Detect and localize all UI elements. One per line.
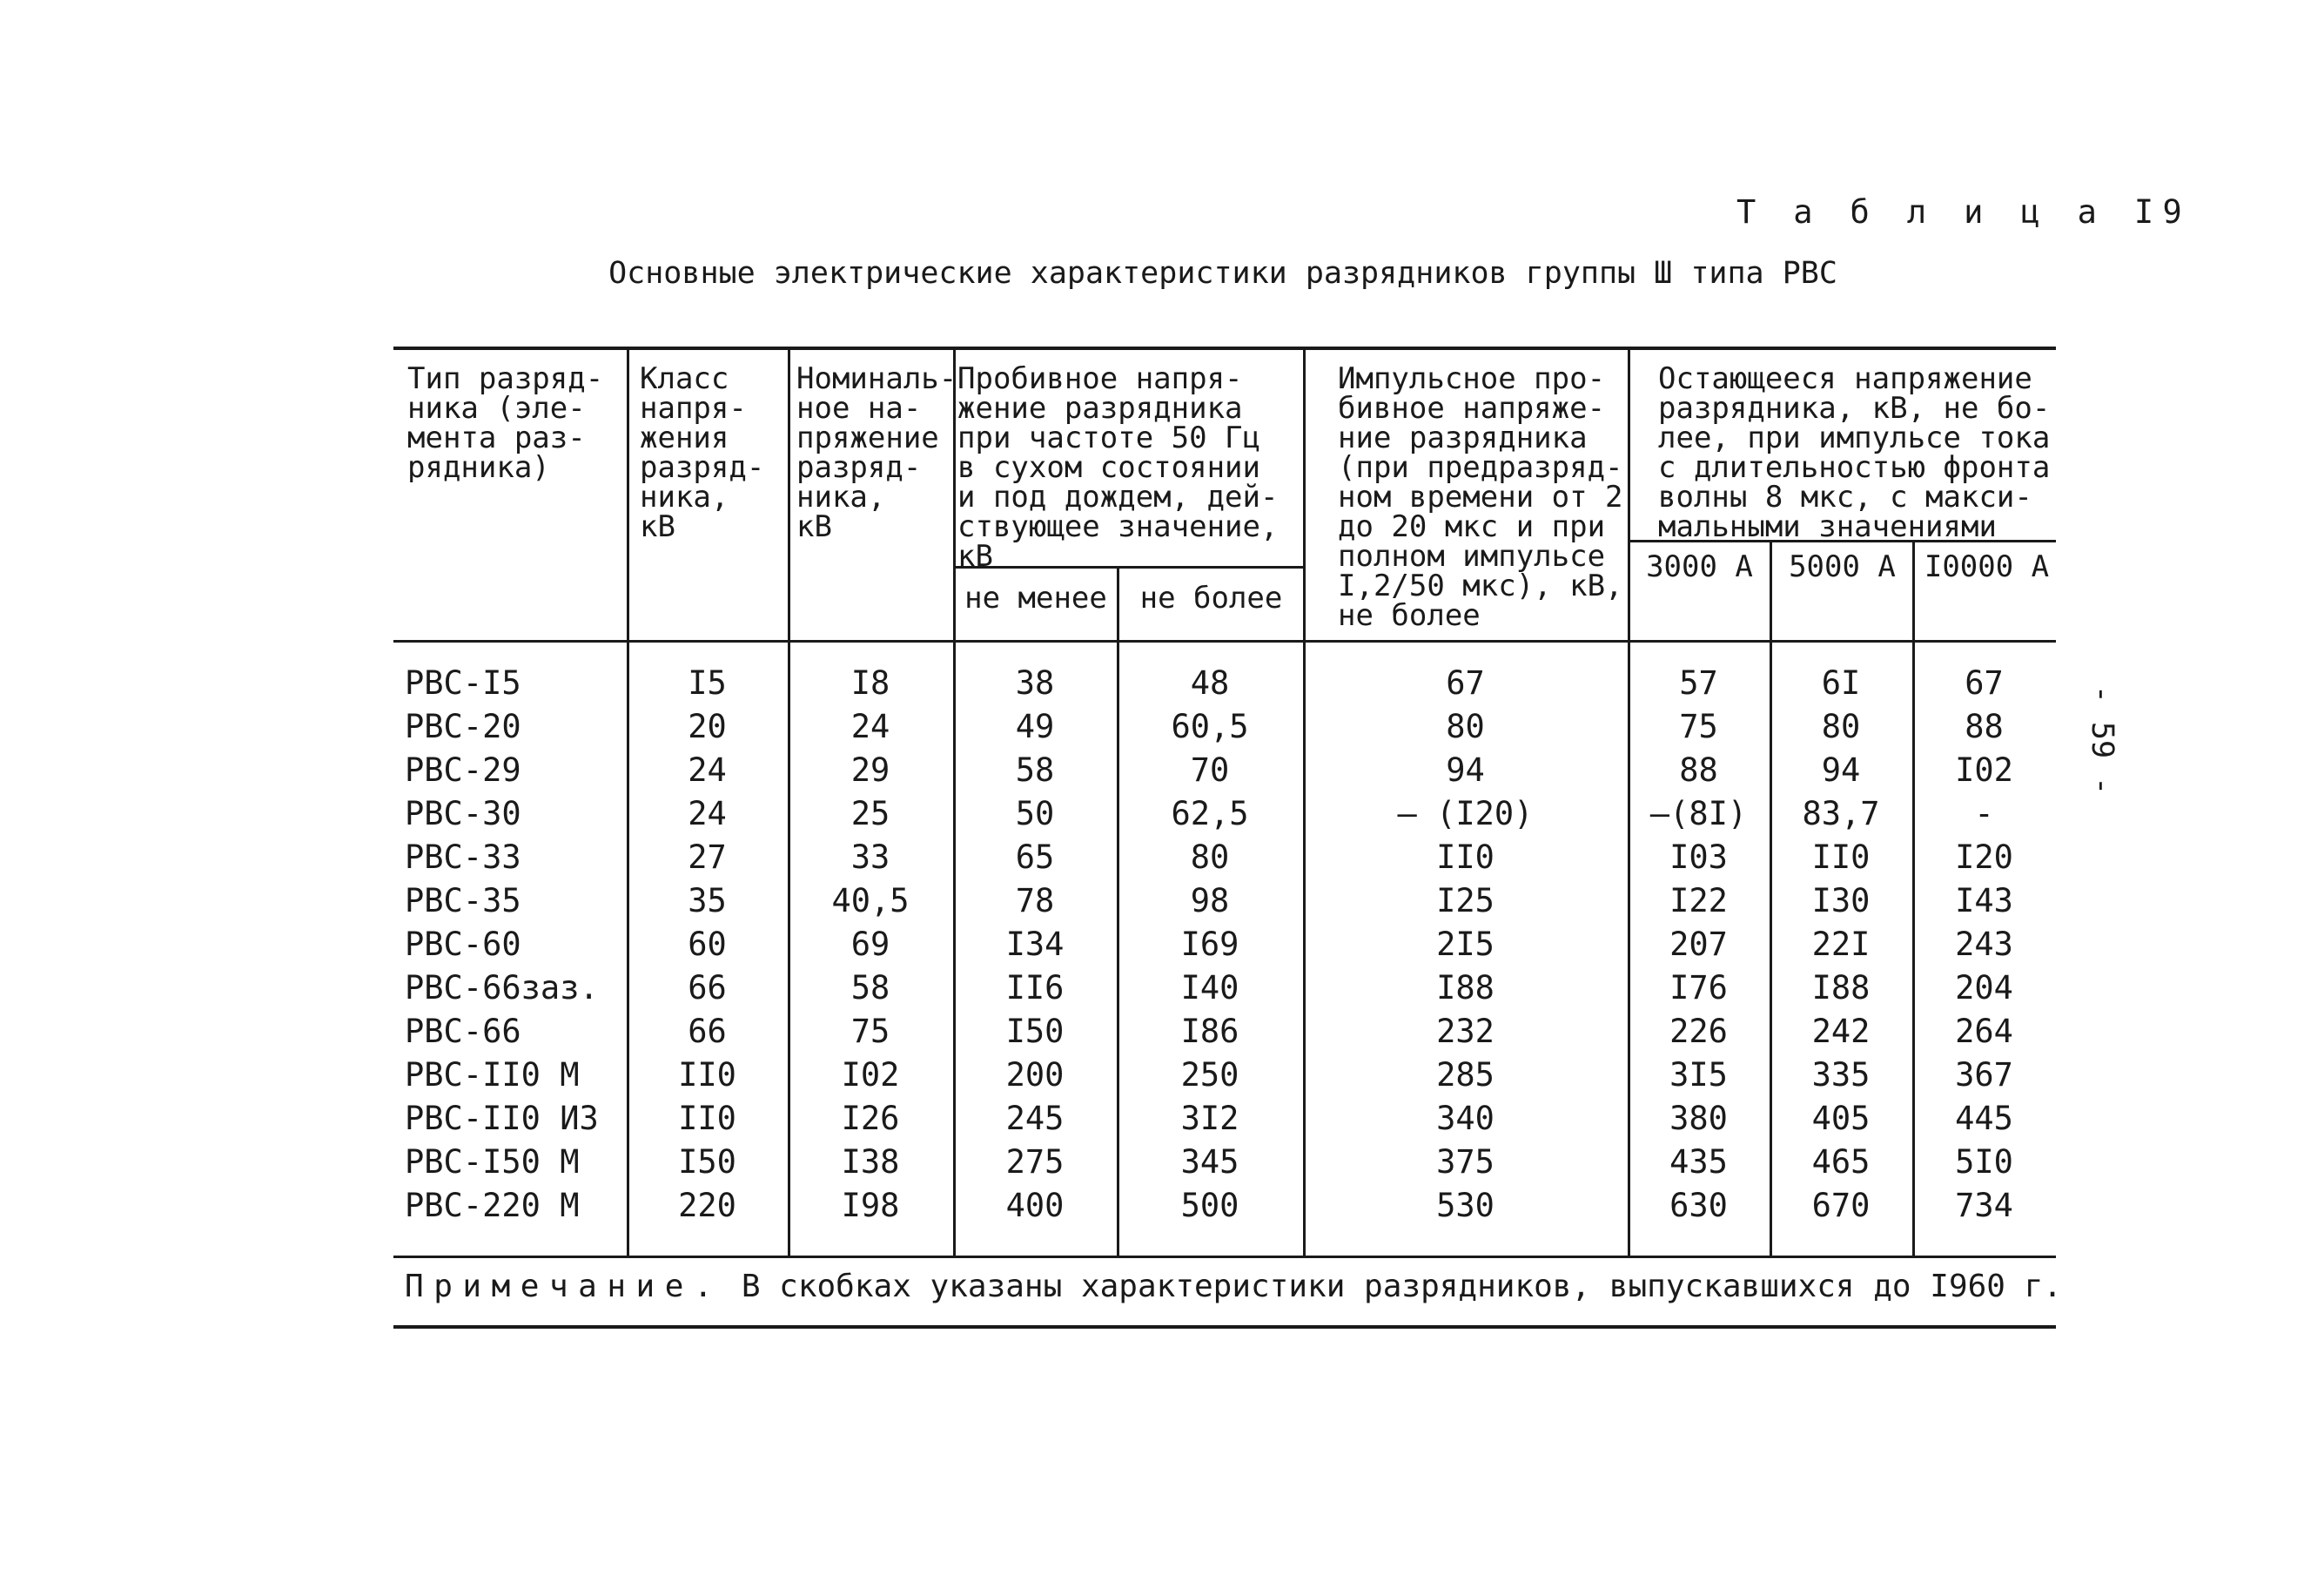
cell-impulse: 67 [1446, 664, 1485, 702]
header-breakdown-max: не более [1139, 581, 1283, 616]
cell-impulse: — (I20) [1397, 795, 1534, 832]
cell-nominal: I02 [841, 1056, 900, 1094]
header-breakdown-min: не менее [964, 581, 1107, 616]
cell-type: РВС-220 М [405, 1187, 580, 1224]
cell-class: 66 [688, 1013, 727, 1050]
cell-residual-10000: 67 [1965, 664, 2004, 702]
cell-breakdown-min: 245 [1005, 1100, 1065, 1137]
cell-residual-10000: 5I0 [1955, 1143, 2013, 1181]
cell-class: II0 [678, 1100, 736, 1137]
cell-nominal: I98 [841, 1187, 900, 1224]
cell-type: РВС-II0 ИЗ [405, 1100, 599, 1137]
cell-nominal: 29 [850, 751, 890, 789]
cell-breakdown-min: 275 [1005, 1143, 1065, 1181]
cell-type: РВС-29 [405, 751, 521, 789]
table-body [405, 662, 2059, 1228]
table-bottom-rule [393, 1325, 2056, 1329]
header-type: Тип разряд- ника (эле- мента раз- рядника) [407, 364, 604, 482]
cell-impulse: 340 [1436, 1100, 1494, 1137]
cell-type: РВС-66 [405, 1013, 521, 1050]
cell-class: 24 [688, 795, 727, 832]
header-breakdown: Пробивное напря- жение разрядника при частоте 50 Гц в сухом состоянии и под дождем, дей- ствующее значение, кВ [957, 364, 1279, 571]
cell-breakdown-min: 58 [1015, 751, 1055, 789]
cell-residual-5000: 670 [1811, 1187, 1871, 1224]
cell-impulse: 285 [1436, 1056, 1494, 1094]
cell-breakdown-max: 250 [1180, 1056, 1239, 1094]
cell-residual-5000: 335 [1811, 1056, 1871, 1094]
cell-residual-3000: I76 [1669, 969, 1728, 1007]
cell-breakdown-max: 3I2 [1180, 1100, 1239, 1137]
cell-breakdown-min: 200 [1005, 1056, 1065, 1094]
table-row [405, 1054, 2059, 1097]
cell-type: РВС-60 [405, 926, 521, 963]
cell-breakdown-min: 400 [1005, 1187, 1065, 1224]
cell-residual-3000: 75 [1679, 708, 1718, 745]
cell-nominal: 75 [850, 1013, 890, 1050]
cell-residual-10000: I02 [1955, 751, 2013, 789]
cell-breakdown-max: I40 [1180, 969, 1239, 1007]
cell-residual-3000: I03 [1669, 838, 1728, 876]
table-row [405, 923, 2059, 966]
cell-breakdown-min: II6 [1005, 969, 1065, 1007]
cell-class: 35 [688, 882, 727, 919]
table-note [405, 1261, 2062, 1313]
table-row [405, 879, 2059, 923]
cell-type: РВС-I50 М [405, 1143, 580, 1181]
cell-breakdown-max: 60,5 [1171, 708, 1249, 745]
cell-residual-3000: 57 [1679, 664, 1718, 702]
cell-nominal: I38 [841, 1143, 900, 1181]
cell-class: 27 [688, 838, 727, 876]
cell-breakdown-min: 50 [1015, 795, 1055, 832]
cell-class: II0 [678, 1056, 736, 1094]
cell-nominal: I26 [841, 1100, 900, 1137]
cell-residual-10000: - [1974, 795, 1994, 832]
table-row [405, 662, 2059, 705]
cell-breakdown-max: 48 [1190, 664, 1230, 702]
cell-nominal: I8 [850, 664, 890, 702]
cell-breakdown-min: 78 [1015, 882, 1055, 919]
cell-residual-10000: I20 [1955, 838, 2013, 876]
cell-class: 220 [678, 1187, 736, 1224]
cell-type: РВС-66заз. [405, 969, 599, 1007]
cell-breakdown-min: I50 [1005, 1013, 1065, 1050]
cell-residual-5000: I30 [1811, 882, 1871, 919]
table-row [405, 705, 2059, 749]
cell-residual-3000: 207 [1669, 926, 1728, 963]
cell-residual-3000: 380 [1669, 1100, 1728, 1137]
cell-breakdown-min: 65 [1015, 838, 1055, 876]
cell-impulse: 375 [1436, 1143, 1494, 1181]
cell-class: 66 [688, 969, 727, 1007]
cell-type: РВС-20 [405, 708, 521, 745]
cell-nominal: 25 [850, 795, 890, 832]
cell-impulse: II0 [1436, 838, 1494, 876]
cell-residual-3000: 88 [1679, 751, 1718, 789]
cell-nominal: 33 [850, 838, 890, 876]
header-residual-10000: I0000 А [1924, 549, 2050, 584]
cell-nominal: 69 [850, 926, 890, 963]
cell-class: 24 [688, 751, 727, 789]
table-row [405, 966, 2059, 1010]
cell-breakdown-max: I86 [1180, 1013, 1239, 1050]
cell-residual-10000: 204 [1955, 969, 2013, 1007]
cell-residual-3000: 3I5 [1669, 1056, 1728, 1094]
header-residual-3000: 3000 А [1646, 549, 1753, 584]
cell-residual-5000: II0 [1811, 838, 1871, 876]
cell-residual-10000: I43 [1955, 882, 2013, 919]
cell-residual-3000: 435 [1669, 1143, 1728, 1181]
cell-breakdown-max: 70 [1190, 751, 1230, 789]
cell-breakdown-max: 345 [1180, 1143, 1239, 1181]
table-row [405, 1010, 2059, 1054]
cell-residual-5000: 80 [1821, 708, 1861, 745]
header-impulse: Импульсное про- бивное напряже- ние разрядника (при предразряд- ном времени от 2 до 20 мкс и при полном импульсе I,2/50 мкс), кВ, не более [1338, 364, 1623, 630]
cell-residual-10000: 243 [1955, 926, 2013, 963]
cell-residual-5000: 94 [1821, 751, 1861, 789]
page-number: - 59 - [2085, 684, 2120, 796]
cell-residual-5000: 405 [1811, 1100, 1871, 1137]
table-row [405, 749, 2059, 792]
cell-impulse: I88 [1436, 969, 1494, 1007]
table-row [405, 1141, 2059, 1184]
table-row [405, 1184, 2059, 1228]
cell-residual-10000: 367 [1955, 1056, 2013, 1094]
cell-nominal: 58 [850, 969, 890, 1007]
cell-nominal: 24 [850, 708, 890, 745]
header-bottom-rule [393, 640, 2056, 643]
table-caption: Основные электрические характеристики разрядников группы Ш типа РВС [608, 256, 1837, 291]
cell-residual-3000: 226 [1669, 1013, 1728, 1050]
cell-breakdown-max: I69 [1180, 926, 1239, 963]
table-row [405, 1097, 2059, 1141]
cell-type: РВС-30 [405, 795, 521, 832]
cell-residual-10000: 88 [1965, 708, 2004, 745]
cell-type: РВС-35 [405, 882, 521, 919]
cell-residual-10000: 264 [1955, 1013, 2013, 1050]
cell-impulse: 94 [1446, 751, 1485, 789]
header-residual-5000: 5000 А [1789, 549, 1896, 584]
cell-impulse: 80 [1446, 708, 1485, 745]
cell-class: I5 [688, 664, 727, 702]
cell-breakdown-max: 500 [1180, 1187, 1239, 1224]
cell-breakdown-max: 98 [1190, 882, 1230, 919]
cell-class: 60 [688, 926, 727, 963]
cell-type: РВС-I5 [405, 664, 521, 702]
cell-residual-5000: 242 [1811, 1013, 1871, 1050]
cell-residual-3000: 630 [1669, 1187, 1728, 1224]
cell-residual-3000: I22 [1669, 882, 1728, 919]
cell-type: РВС-II0 М [405, 1056, 580, 1094]
cell-residual-5000: 6I [1821, 664, 1861, 702]
body-bottom-rule [393, 1256, 2056, 1258]
cell-impulse: 232 [1436, 1013, 1494, 1050]
table-top-rule [393, 347, 2056, 350]
header-residual: Остающееся напряжение разрядника, кВ, не бо- лее, при импульсе тока с длительностью фронта волны 8 мкс, с макси- мальными значениями [1658, 364, 2051, 542]
table-row [405, 836, 2059, 879]
cell-nominal: 40,5 [831, 882, 910, 919]
cell-impulse: 2I5 [1436, 926, 1494, 963]
cell-breakdown-min: 49 [1015, 708, 1055, 745]
cell-breakdown-max: 62,5 [1171, 795, 1249, 832]
cell-type: РВС-33 [405, 838, 521, 876]
cell-impulse: I25 [1436, 882, 1494, 919]
cell-residual-10000: 734 [1955, 1187, 2013, 1224]
cell-residual-5000: 22I [1811, 926, 1871, 963]
table-row [405, 792, 2059, 836]
cell-residual-5000: I88 [1811, 969, 1871, 1007]
note-text: В скобках указаны характеристики разрядников, выпускавшихся до I960 г. [722, 1269, 2062, 1304]
table-label: Т а б л и ц а I9 [1736, 193, 2192, 231]
cell-breakdown-min: I34 [1005, 926, 1065, 963]
cell-breakdown-min: 38 [1015, 664, 1055, 702]
cell-residual-3000: —(8I) [1649, 795, 1748, 832]
note-lead: Примечание. [405, 1269, 723, 1304]
cell-class: 20 [688, 708, 727, 745]
cell-class: I50 [678, 1143, 736, 1181]
cell-breakdown-max: 80 [1190, 838, 1230, 876]
cell-residual-5000: 83,7 [1802, 795, 1880, 832]
cell-residual-10000: 445 [1955, 1100, 2013, 1137]
header-nominal: Номиналь- ное на- пряжение разряд- ника, кВ [796, 364, 957, 542]
cell-impulse: 530 [1436, 1187, 1494, 1224]
header-class: Класс напря- жения разряд- ника, кВ [640, 364, 765, 542]
cell-residual-5000: 465 [1811, 1143, 1871, 1181]
